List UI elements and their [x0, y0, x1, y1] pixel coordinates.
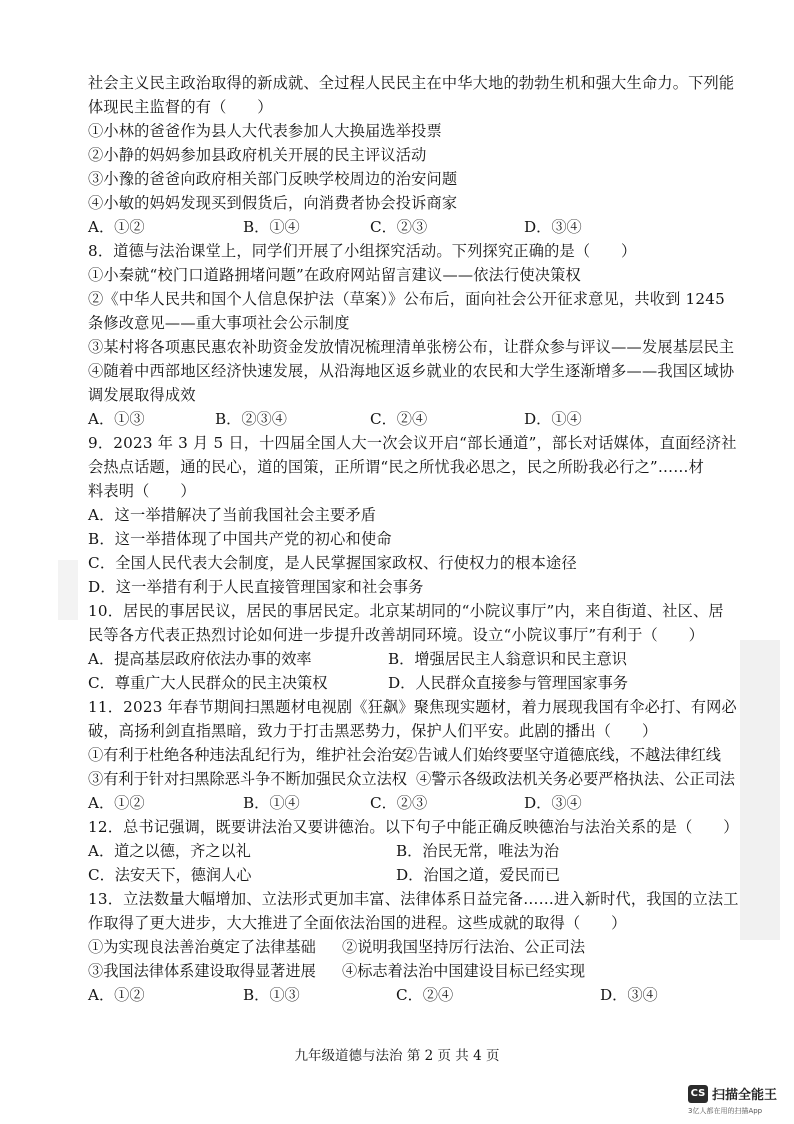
- q12-option-d[interactable]: D．治国之道，爱民而已: [396, 866, 561, 884]
- q7-stem-line2: 体现民主监督的有（ ）: [88, 98, 273, 116]
- q8-option-b[interactable]: B．②③④: [215, 410, 287, 428]
- q8-option-c[interactable]: C．②④: [370, 410, 428, 428]
- q13-statement-4: ④标志着法治中国建设目标已经实现: [342, 962, 585, 980]
- scanner-tagline: 3亿人都在用的扫描App: [688, 1107, 763, 1115]
- q11-options: [88, 792, 728, 814]
- q10-option-c[interactable]: C．尊重广大人民群众的民主决策权: [88, 674, 328, 692]
- q13-option-b[interactable]: B．①③: [243, 986, 300, 1004]
- q12-option-b[interactable]: B．治民无常，唯法为治: [396, 842, 560, 860]
- q7-statement-2: ②小静的妈妈参加县政府机关开展的民主评议活动: [88, 146, 427, 164]
- scanner-brand-name: 扫描全能王: [712, 1088, 778, 1103]
- q8-options: [88, 408, 728, 430]
- q9-option-b[interactable]: B．这一举措体现了中国共产党的初心和使命: [88, 530, 392, 548]
- q7-option-a[interactable]: A．①②: [88, 218, 145, 236]
- q13-statements-row2: [88, 960, 738, 982]
- q12-stem: 12．总书记强调，既要讲法治又要讲德治。以下句子中能正确反映德治与法治关系的是（ ）: [88, 818, 739, 836]
- scan-shadow: [58, 560, 78, 620]
- q10-option-a[interactable]: A．提高基层政府依法办事的效率: [88, 650, 312, 668]
- q11-statements-row1: [88, 744, 738, 766]
- q8-statement-3: ③某村将各项惠民惠农补助资金发放情况梳理清单张榜公布，让群众参与评议——发展基层民主: [88, 338, 735, 356]
- q11-stem-line1: 11．2023 年春节期间扫黑题材电视剧《狂飙》聚焦现实题材，着力展现我国有伞必打、有网必: [88, 698, 737, 716]
- page-footer: 九年级道德与法治 第 2 页 共 4 页: [294, 1048, 500, 1064]
- q11-statement-4: ④警示各级政法机关务必要严格执法、公正司法: [416, 770, 735, 788]
- q10-option-b[interactable]: B．增强居民主人翁意识和民主意识: [388, 650, 627, 668]
- q7-options: [88, 216, 728, 238]
- q8-statement-2a: ②《中华人民共和国个人信息保护法（草案）》公布后，面向社会公开征求意见，共收到 1245: [88, 290, 725, 308]
- q7-option-c[interactable]: C．②③: [370, 218, 428, 236]
- q7-statement-1: ①小林的爸爸作为县人大代表参加人大换届选举投票: [88, 122, 442, 140]
- q11-stem-line2: 破，高扬利剑直指黑暗，致力于打击黑恶势力，保护人们平安。此剧的播出（ ）: [88, 722, 658, 740]
- q9-stem-line1: 9．2023 年 3 月 5 日，十四届全国人大一次会议开启“部长通道”，部长对话媒体，直面经济社: [88, 434, 737, 452]
- camscanner-logo-icon: CS: [688, 1085, 708, 1103]
- q13-options: [88, 984, 728, 1006]
- q11-statement-2: ②告诫人们始终要坚守道德底线，不越法律红线: [402, 746, 721, 764]
- q13-option-c[interactable]: C．②④: [396, 986, 454, 1004]
- q8-statement-4a: ④随着中西部地区经济快速发展，从沿海地区返乡就业的农民和大学生逐渐增多——我国区域协: [88, 362, 735, 380]
- q11-statement-3: ③有利于针对扫黑除恶斗争不断加强民众立法权: [88, 770, 407, 788]
- q13-statements-row1: [88, 936, 738, 958]
- q13-statement-1: ①为实现良法善治奠定了法律基础: [88, 938, 316, 956]
- q7-option-b[interactable]: B．①④: [243, 218, 300, 236]
- q8-statement-2b: 条修改意见——重大事项社会公示制度: [88, 314, 350, 332]
- q7-option-d[interactable]: D．③④: [524, 218, 582, 236]
- q10-stem-line2: 民等各方代表正热烈讨论如何进一步提升改善胡同环境。设立“小院议事厅”有利于（ ）: [88, 626, 705, 644]
- q7-statement-3: ③小豫的爸爸向政府相关部门反映学校周边的治安问题: [88, 170, 458, 188]
- q12-option-c[interactable]: C．法安天下，德润人心: [88, 866, 252, 884]
- q11-statement-1: ①有利于杜绝各种违法乱纪行为，维护社会治安: [88, 746, 407, 764]
- q13-stem-line2: 作取得了更大进步，大大推进了全面依法治国的进程。这些成就的取得（ ）: [88, 914, 627, 932]
- q11-option-d[interactable]: D．③④: [524, 794, 582, 812]
- q11-option-c[interactable]: C．②③: [370, 794, 428, 812]
- q13-statement-3: ③我国法律体系建设取得显著进展: [88, 962, 316, 980]
- q8-option-d[interactable]: D．①④: [524, 410, 582, 428]
- q11-option-a[interactable]: A．①②: [88, 794, 145, 812]
- q9-stem-line3: 料表明（ ）: [88, 482, 196, 500]
- scanner-watermark: [688, 1083, 788, 1119]
- q13-statement-2: ②说明我国坚持厉行法治、公正司法: [342, 938, 585, 956]
- scan-shadow: [740, 640, 780, 940]
- q12-option-a[interactable]: A．道之以德，齐之以礼: [88, 842, 251, 860]
- q8-statement-1: ①小秦就“校门口道路拥堵问题”在政府网站留言建议——依法行使决策权: [88, 266, 581, 284]
- q8-option-a[interactable]: A．①③: [88, 410, 145, 428]
- q10-options-row2: [88, 672, 738, 694]
- q9-option-a[interactable]: A．这一举措解决了当前我国社会主要矛盾: [88, 506, 377, 524]
- q9-stem-line2: 会热点话题，通的民心，道的国策，正所谓“民之所忧我必思之，民之所盼我必行之”……材: [88, 458, 705, 476]
- q11-option-b[interactable]: B．①④: [243, 794, 300, 812]
- q10-option-d[interactable]: D．人民群众直接参与管理国家事务: [388, 674, 628, 692]
- q13-option-a[interactable]: A．①②: [88, 986, 145, 1004]
- q9-option-d[interactable]: D．这一举措有利于人民直接管理国家和社会事务: [88, 578, 424, 596]
- q8-stem: 8．道德与法治课堂上，同学们开展了小组探究活动。下列探究正确的是（ ）: [88, 242, 637, 260]
- q11-statements-row2: [88, 768, 738, 790]
- q10-options-row1: [88, 648, 738, 670]
- q13-stem-line1: 13．立法数量大幅增加、立法形式更加丰富、法律体系日益完备……进入新时代，我国的立法工: [88, 890, 739, 908]
- q12-options-row1: [88, 840, 738, 862]
- q7-stem-line1: 社会主义民主政治取得的新成就、全过程人民民主在中华大地的勃勃生机和强大生命力。下列能: [88, 74, 735, 92]
- q9-option-c[interactable]: C．全国人民代表大会制度，是人民掌握国家政权、行使权力的根本途径: [88, 554, 577, 572]
- q12-options-row2: [88, 864, 738, 886]
- q7-statement-4: ④小敏的妈妈发现买到假货后，向消费者协会投诉商家: [88, 194, 458, 212]
- q10-stem-line1: 10．居民的事居民议，居民的事居民定。北京某胡同的“小院议事厅”内，来自街道、社区、居: [88, 602, 724, 620]
- q13-option-d[interactable]: D．③④: [600, 986, 658, 1004]
- q8-statement-4b: 调发展取得成效: [88, 386, 196, 404]
